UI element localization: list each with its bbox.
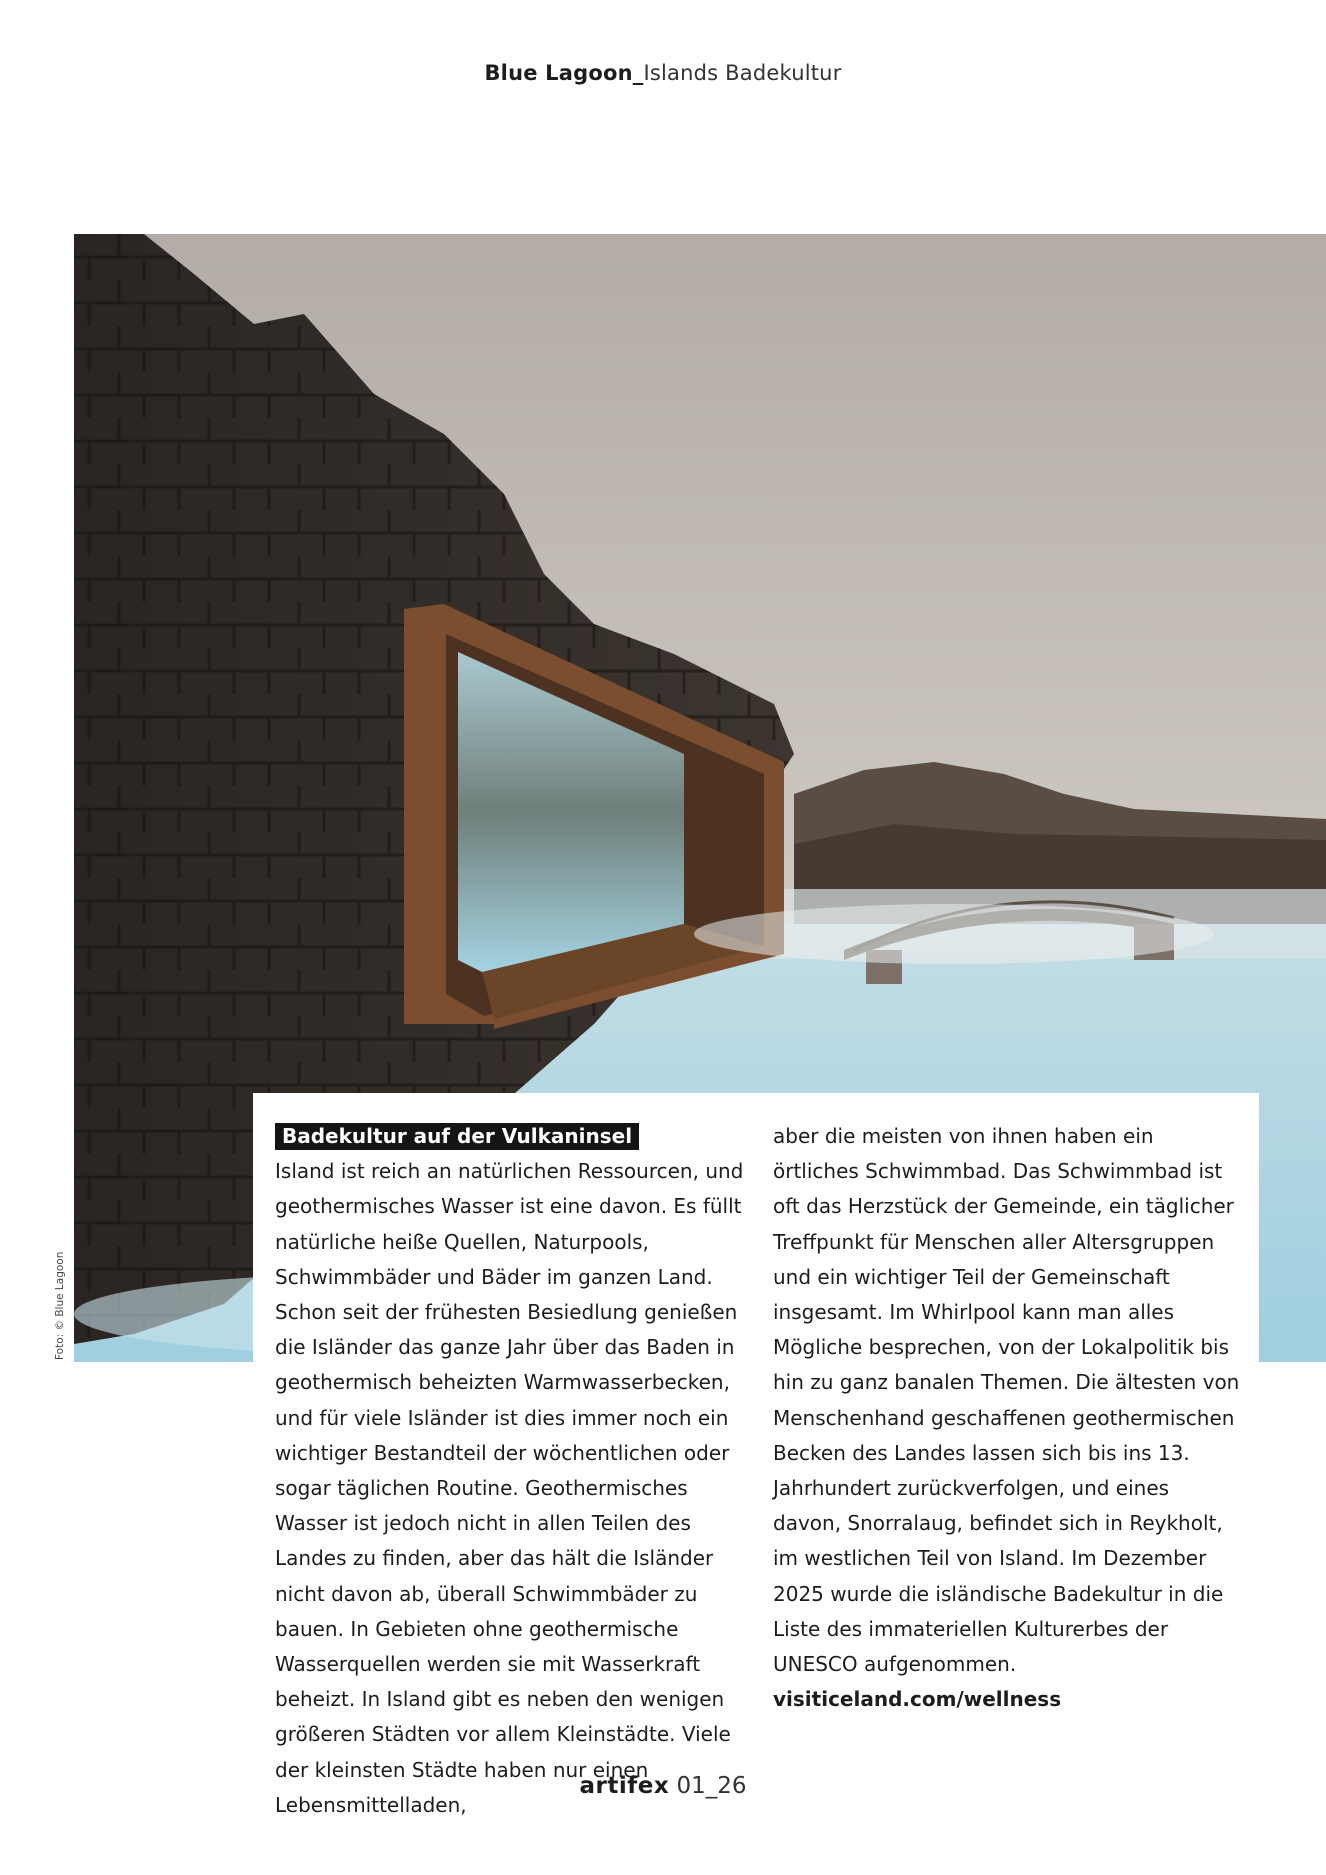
article-text-left: Island ist reich an natürlichen Ressourcen, und geothermisches Wasser ist eine davon. Es füllt natürliche heiße Quellen, Naturpools, Schwimmbäder und Bäder im ganzen Land. Schon seit der frühesten Besiedlung genießen die Isländer das ganze Jahr über das Baden in geothermisch beheizten Warmwasserbecken, und für viele Isländer ist dies immer noch ein wichtiger Bestandteil der wöchentlichen oder sogar täglichen Routine. Geothermisches Wasser ist jedoch nicht in allen Teilen des Landes zu finden, aber das hält die Isländer nicht davon ab, überall Schwimmbäder zu bauen. In Gebieten ohne geothermische Wasserquellen werden sie mit Wasserkraft beheizt. In Island gibt es neben den wenigen größeren Städten vor allem Kleinstädte. Viele der kleinsten Städte haben nur einen Lebensmittelladen, — [275, 1159, 744, 1817]
page-footer — [0, 1770, 1326, 1802]
running-head — [0, 58, 1326, 88]
magazine-brand: artifex — [579, 1773, 670, 1799]
section-title: Blue Lagoon_ — [484, 61, 644, 85]
article-column-right — [773, 1119, 1243, 1717]
article-text-right: aber die meisten von ihnen haben ein örtliches Schwimmbad. Das Schwimmbad ist oft das Herzstück der Gemeinde, ein täglicher Treffpunkt für Menschen aller Altersgruppen und ein wichtiger Teil der Gemeinschaft insgesamt. Im Whirlpool kann man alles Mögliche besprechen, von der Lokalpolitik bis hin zu ganz banalen Themen. Die ältesten von Menschenhand geschaffenen geothermischen Becken des Landes lassen sich bis ins 13. Jahrhundert zurückverfolgen, und eines davon, Snorralaug, befindet sich in Reykholt, im westlichen Teil von Island. Im Dezember 2025 wurde die isländische Badekultur in die Liste des immateriellen Kulturerbes der UNESCO aufgenommen. — [773, 1124, 1240, 1677]
section-subtitle: Islands Badekultur — [643, 61, 842, 85]
website-link[interactable]: visiticeland.com/wellness — [773, 1687, 1062, 1712]
issue-number: 01_26 — [676, 1773, 747, 1799]
article-subhead: Badekultur auf der Vulkaninsel — [275, 1123, 639, 1150]
photo-credit: Foto: © Blue Lagoon — [54, 1251, 66, 1360]
article-column-left — [275, 1119, 745, 1823]
